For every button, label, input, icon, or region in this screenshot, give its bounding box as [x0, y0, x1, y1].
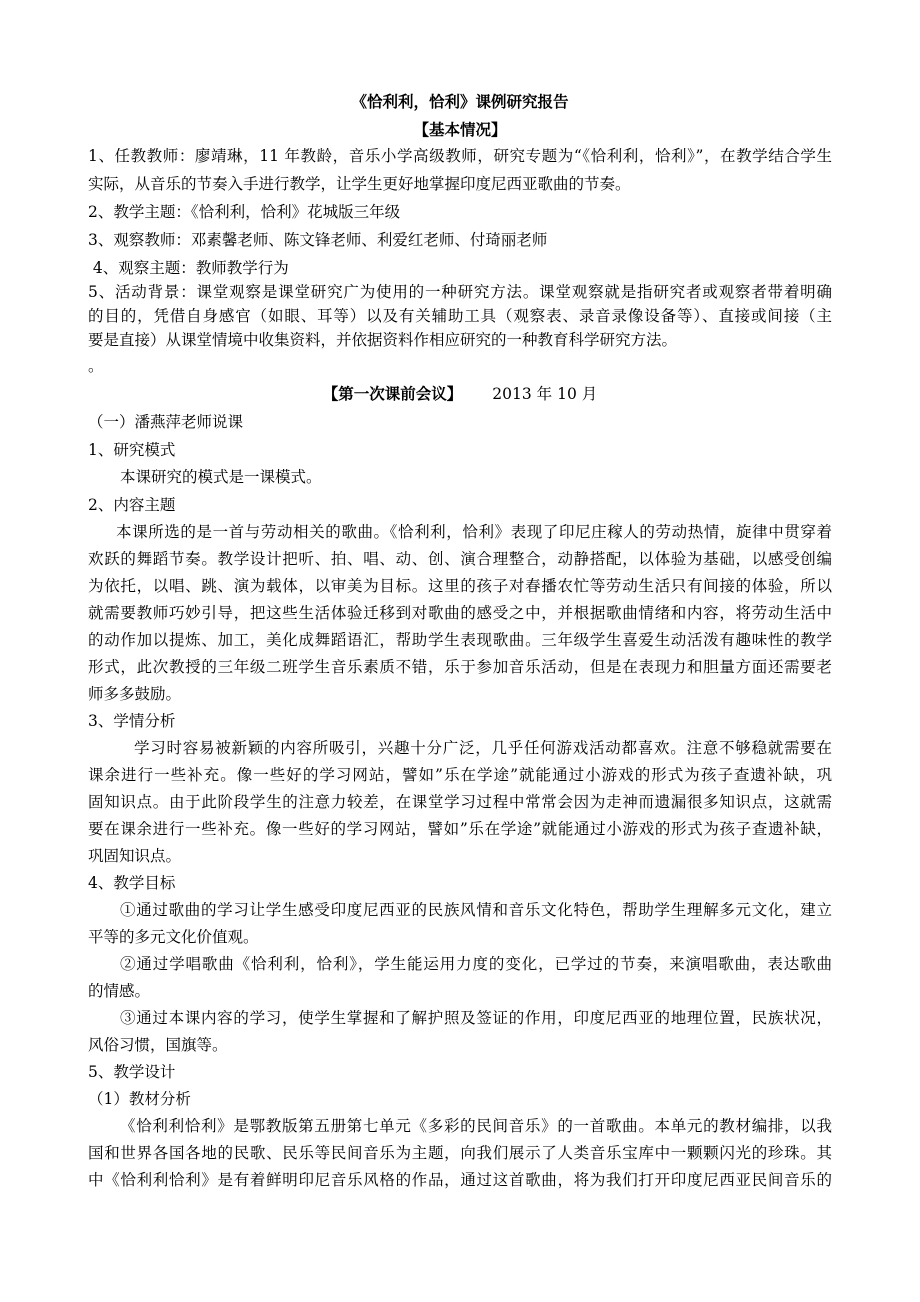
s2-title: 2、内容主题 — [88, 496, 176, 514]
meeting-heading — [88, 384, 832, 404]
s5-line: 中《恰利利恰利》是有着鲜明印尼音乐风格的作品，通过这首歌曲，将为我们打开印度尼西亚民间音乐的 — [88, 1171, 832, 1189]
s2-line: 形式，此次教授的三年级二班学生音乐素质不错，乐于参加音乐活动，但是在表现力和胆量方面还需要老 — [88, 658, 832, 676]
basic-item-5-line-2: 的目的，凭借自身感官（如眼、耳等）以及有关辅助工具（观察表、录音录像设备等）、直接或间接（主 — [88, 307, 832, 325]
section-heading-basic: 【基本情况】 — [413, 120, 507, 139]
s5-line: 《恰利利恰利》是鄂教版第五册第七单元《多彩的民间音乐》的一首歌曲。本单元的教材编排，以我 — [120, 1117, 832, 1135]
s3-line: 要在课余进行一些补充。像一些好的学习网站，譬如”乐在学途”就能通过小游戏的形式为孩子查遗补缺， — [88, 820, 832, 838]
s4-line: ③通过本课内容的学习，使学生掌握和了解护照及签证的作用，印度尼西亚的地理位置，民族状况， — [120, 1009, 832, 1027]
s3-line: 固知识点。由于此阶段学生的注意力较差，在课堂学习过程中常常会因为走神而遗漏很多知识点，这就需 — [88, 793, 832, 811]
s5-subtitle: （1）教材分析 — [88, 1090, 191, 1108]
subsection-lecture: （一）潘燕萍老师说课 — [88, 413, 244, 431]
s4-line: 平等的多元文化价值观。 — [88, 928, 259, 946]
basic-item-5-line-1: 5、活动背景：课堂观察是课堂研究广为使用的一种研究方法。课堂观察就是指研究者或观察者带着明确 — [88, 283, 832, 301]
meeting-title: 【第一次课前会议】 — [322, 384, 463, 403]
s3-line: 学习时容易被新颖的内容所吸引，兴趣十分广泛，几乎任何游戏活动都喜欢。注意不够稳就需要在 — [134, 739, 832, 757]
s5-title: 5、教学设计 — [88, 1063, 176, 1081]
page-title: 《恰利利，恰利》课例研究报告 — [351, 92, 569, 111]
s4-title: 4、教学目标 — [88, 874, 176, 892]
s1-body: 本课研究的模式是一课模式。 — [120, 468, 322, 486]
s5-line: 国和世界各国各地的民歌、民乐等民间音乐为主题，向我们展示了人类音乐宝库中一颗颗闪光的珍珠。其 — [88, 1144, 832, 1162]
s2-line: 就需要教师巧妙引导，把这些生活体验迁移到对歌曲的感受之中，并根据歌曲情绪和内容，将劳动生活中 — [88, 604, 832, 622]
s4-line: ②通过学唱歌曲《恰利利，恰利》，学生能运用力度的变化，已学过的节奏，来演唱歌曲，表达歌曲 — [120, 955, 832, 973]
s3-title: 3、学情分析 — [88, 712, 176, 730]
s2-line: 的动作加以提炼、加工，美化成舞蹈语汇，帮助学生表现歌曲。三年级学生喜爱生动活泼有趣味性的教学 — [88, 631, 832, 649]
s2-line: 为依托，以唱、跳、演为载体，以审美为目标。这里的孩子对春播农忙等劳动生活只有间接的体验，所以 — [88, 577, 832, 595]
basic-item-4: 4、观察主题：教师教学行为 — [88, 259, 289, 277]
stray-period: 。 — [88, 357, 104, 375]
s3-line: 巩固知识点。 — [88, 847, 182, 865]
meeting-date: 2013 年 10 月 — [492, 385, 598, 403]
s4-line: 风俗习惯，国旗等。 — [88, 1036, 228, 1054]
basic-item-3: 3、观察教师：邓素馨老师、陈文锋老师、利爱红老师、付琦丽老师 — [88, 231, 548, 249]
basic-item-1-line-2: 实际，从音乐的节奏入手进行教学，让学生更好地掌握印度尼西亚歌曲的节奏。 — [88, 175, 631, 193]
s2-line: 师多多鼓励。 — [88, 685, 182, 703]
basic-item-1-line-1: 1、任教教师：廖靖琳，11 年教龄，音乐小学高级教师，研究专题为“《恰利利，恰利》”，在教学结合学生 — [88, 147, 832, 165]
s1-title: 1、研究模式 — [88, 441, 176, 459]
basic-item-2: 2、教学主题：《恰利利，恰利》花城版三年级 — [88, 203, 401, 221]
s4-line: ①通过歌曲的学习让学生感受印度尼西亚的民族风情和音乐文化特色，帮助学生理解多元文化，建立 — [120, 901, 832, 919]
s4-line: 的情感。 — [88, 982, 151, 1000]
s2-line: 本课所选的是一首与劳动相关的歌曲。《恰利利，恰利》表现了印尼庄稼人的劳动热情，旋律中贯穿着 — [116, 523, 832, 541]
s2-line: 欢跃的舞蹈节奏。教学设计把听、拍、唱、动、创、演合理整合，动静搭配，以体验为基础，以感受创编 — [88, 550, 832, 568]
basic-item-5-line-3: 要是直接）从课堂情境中收集资料，并依据资料作相应研究的一种教育科学研究方法。 — [88, 331, 678, 349]
s3-line: 课余进行一些补充。像一些好的学习网站，譬如”乐在学途”就能通过小游戏的形式为孩子查遗补缺，巩 — [88, 766, 832, 784]
